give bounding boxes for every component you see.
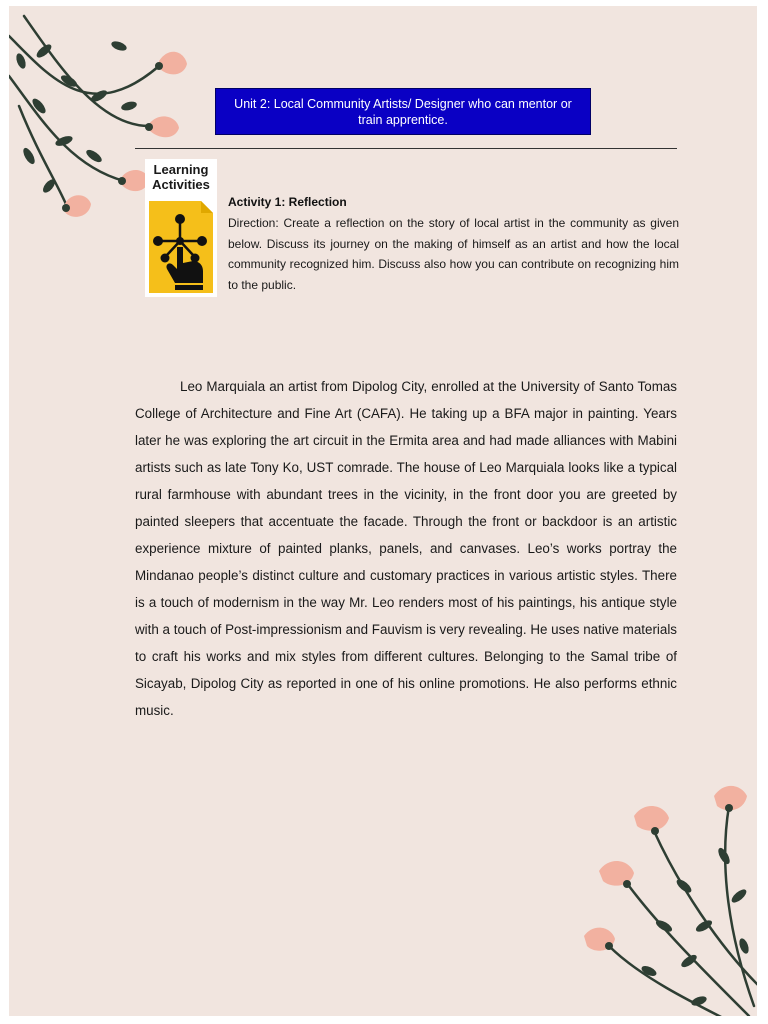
learning-activities-badge [145,159,217,297]
header-divider [135,148,677,149]
unit-title-text: Unit 2: Local Community Artists/ Designer who can mentor or train apprentice. [234,96,572,127]
document-page [9,6,757,1016]
unit-title-banner [215,88,591,135]
activity-title: Activity 1: Reflection [228,195,347,209]
badge-title: Learning Activities [152,162,210,192]
hand-tap-network-icon [147,197,215,295]
floral-branch-bottom-right-decoration [579,776,757,1016]
activity-direction-text: Direction: Create a reflection on the story of local artist in the community as given below. Discuss its journey on the making of himself as an artist and how the local community recognized him. Discuss also how you can contribute on recognizing him to the public. [228,216,679,292]
artist-story-paragraph: Leo Marquiala an artist from Dipolog City, enrolled at the University of Santo Tomas College of Architecture and Fine Art (CAFA). He taking up a BFA major in painting. Years later he was exploring the art circuit in the Ermita area and had made alliances with Mabini artists such as late Tony Ko, UST comrade. The house of Leo Marquiala looks like a typical rural farmhouse with abundant trees in the vicinity, in the front door you are greeted by painted sleepers that accentuate the facade. Through the front or backdoor is an artistic experience mixture of painted planks, panels, and canvases. Leo’s works portray the Mindanao people’s distinct culture and customary practices in various artistic styles. There is a touch of modernism in the way Mr. Leo renders most of his paintings, his antique style with a touch of Post-impressionism and Fauvism is very revealing. He uses native materials to craft his works and mix styles from different cultures. Belonging to the Samal tribe of Sicayab, Dipolog City as reported in one of his online promotions. He also performs ethnic music. [135,379,677,718]
